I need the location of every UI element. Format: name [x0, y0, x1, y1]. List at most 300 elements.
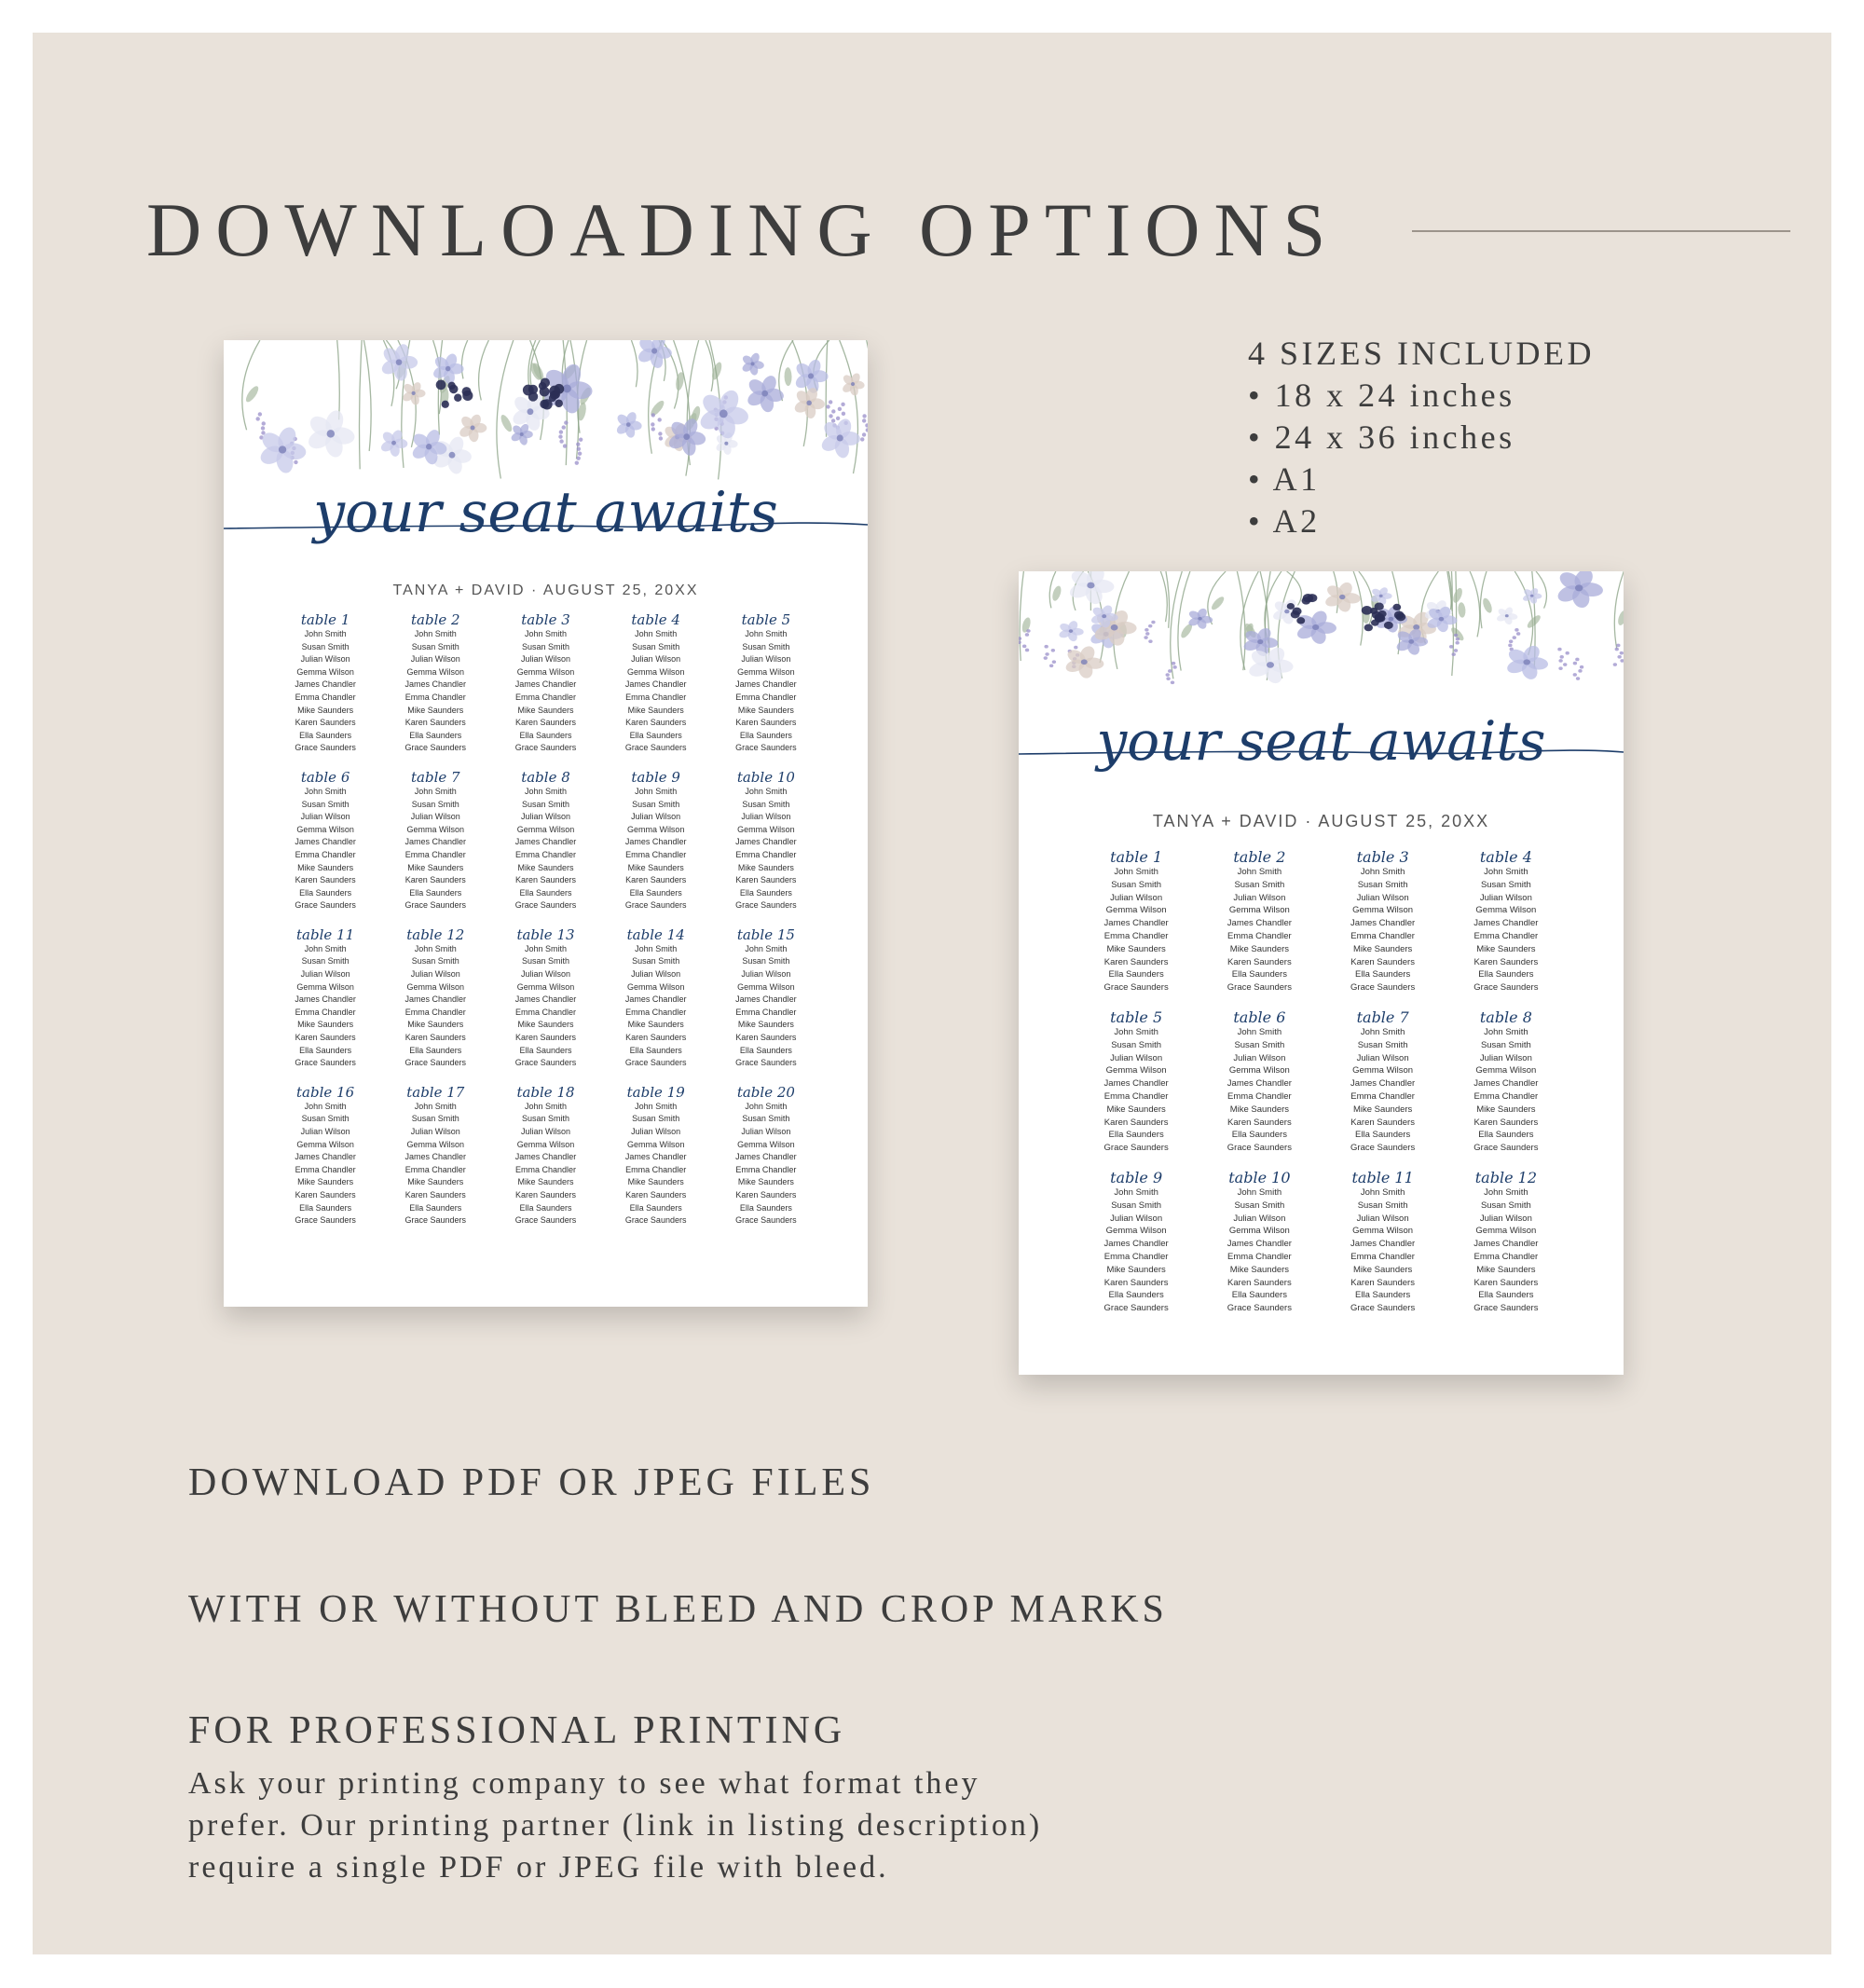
guest-name: Mike Saunders: [1476, 1264, 1536, 1275]
guest-name: Susan Smith: [742, 799, 790, 809]
guest-name: Emma Chandler: [1350, 930, 1415, 941]
guest-name: John Smith: [1484, 1026, 1528, 1037]
seating-table: [1322, 849, 1445, 994]
guest-name: Julian Wilson: [1356, 1052, 1409, 1063]
guest-name: John Smith: [414, 1101, 457, 1111]
guest-name: Julian Wilson: [1233, 1052, 1286, 1063]
guest-name: Karen Saunders: [404, 718, 466, 728]
page-title: DOWNLOADING OPTIONS: [146, 187, 1340, 272]
seating-table: [1198, 1170, 1321, 1315]
guest-name: James Chandler: [1103, 918, 1169, 929]
guest-name: Gemma Wilson: [296, 666, 354, 677]
guest-name: Julian Wilson: [410, 812, 460, 822]
table-heading: table 17: [406, 1083, 465, 1101]
guest-name: James Chandler: [735, 1152, 797, 1162]
guest-name: Gemma Wilson: [516, 824, 575, 834]
guest-name: Ella Saunders: [1231, 1130, 1287, 1141]
guest-name: Julian Wilson: [300, 654, 350, 665]
guest-name: Ella Saunders: [299, 730, 352, 740]
table-heading: table 11: [296, 925, 355, 943]
guest-name: James Chandler: [514, 994, 577, 1005]
guest-name: Grace Saunders: [1350, 1303, 1416, 1314]
guest-name: Grace Saunders: [404, 900, 467, 911]
guest-name: Susan Smith: [1234, 1039, 1285, 1050]
guest-name: John Smith: [1237, 1026, 1282, 1037]
tables-grid: [1075, 849, 1568, 1315]
guest-name: Ella Saunders: [299, 1045, 352, 1055]
guest-name: James Chandler: [624, 679, 687, 690]
guest-name: Susan Smith: [1357, 879, 1408, 890]
table-heading: table 8: [1479, 1008, 1532, 1026]
guest-name: Ella Saunders: [739, 1202, 792, 1213]
guest-name: Ella Saunders: [1231, 969, 1287, 980]
guest-name: Emma Chandler: [625, 849, 687, 859]
guest-name: Susan Smith: [1357, 1039, 1408, 1050]
guest-name: Susan Smith: [632, 799, 680, 809]
guest-name: James Chandler: [1227, 1078, 1292, 1090]
guest-name: Gemma Wilson: [626, 666, 685, 677]
seating-table: [1445, 1009, 1568, 1155]
guest-name: Ella Saunders: [1478, 969, 1534, 980]
table-heading: table 7: [1356, 1008, 1409, 1026]
guest-name: Ella Saunders: [1355, 969, 1411, 980]
guest-name: Grace Saunders: [1350, 982, 1416, 994]
guest-name: Mike Saunders: [1352, 943, 1413, 954]
table-heading: table 4: [631, 611, 680, 628]
guest-name: Susan Smith: [521, 956, 569, 967]
guest-name: Emma Chandler: [404, 1007, 466, 1017]
guest-name: Gemma Wilson: [1228, 1226, 1290, 1237]
guest-name: Grace Saunders: [1103, 1143, 1169, 1154]
guest-name: James Chandler: [404, 994, 467, 1005]
guest-name: Susan Smith: [521, 641, 569, 651]
guest-name: Karen Saunders: [625, 718, 687, 728]
guest-name: Emma Chandler: [1103, 1090, 1169, 1102]
guest-name: Susan Smith: [301, 799, 350, 809]
guest-name: Susan Smith: [742, 641, 790, 651]
tables-grid: [270, 612, 821, 1227]
table-heading: table 10: [1228, 1168, 1291, 1186]
guest-name: Karen Saunders: [625, 1033, 687, 1043]
table-heading: table 15: [736, 925, 795, 943]
guest-name: Julian Wilson: [741, 654, 791, 665]
guest-name: Grace Saunders: [295, 1058, 356, 1068]
guest-name: Julian Wilson: [741, 812, 791, 822]
guest-name: Ella Saunders: [409, 730, 462, 740]
guest-name: Karen Saunders: [1227, 1117, 1292, 1128]
guest-name: Susan Smith: [1111, 1039, 1162, 1050]
guest-name: John Smith: [304, 943, 347, 953]
professional-printing-heading: FOR PROFESSIONAL PRINTING: [188, 1709, 846, 1752]
seating-table: [490, 770, 600, 912]
table-heading: table 1: [300, 611, 350, 628]
guest-name: Ella Saunders: [409, 1045, 462, 1055]
guest-name: Karen Saunders: [1227, 1277, 1292, 1288]
table-heading: table 16: [296, 1083, 355, 1101]
seating-table: [1322, 1009, 1445, 1155]
guest-name: Grace Saunders: [514, 743, 577, 753]
title-divider: [1412, 230, 1790, 232]
guest-name: Karen Saunders: [625, 1189, 687, 1200]
guest-name: Ella Saunders: [519, 887, 572, 898]
guest-name: Gemma Wilson: [406, 1139, 465, 1149]
table-heading: table 4: [1479, 848, 1532, 866]
guest-name: Emma Chandler: [1227, 930, 1292, 941]
seating-table: [1198, 1009, 1321, 1155]
guest-name: Julian Wilson: [300, 969, 350, 980]
guest-name: John Smith: [414, 629, 457, 638]
guest-name: James Chandler: [514, 679, 577, 690]
guest-name: Mike Saunders: [627, 705, 684, 715]
guest-name: Gemma Wilson: [1105, 1065, 1167, 1076]
guest-name: James Chandler: [1473, 1078, 1539, 1090]
seating-table: [270, 1085, 380, 1227]
guest-name: Mike Saunders: [737, 705, 794, 715]
bleed-options-heading: WITH OR WITHOUT BLEED AND CROP MARKS: [188, 1588, 1168, 1631]
guest-name: James Chandler: [1350, 1078, 1416, 1090]
seating-table: [1445, 1170, 1568, 1315]
sizes-title: 4 SIZES INCLUDED: [1248, 335, 1595, 372]
guest-name: Karen Saunders: [514, 718, 577, 728]
guest-name: James Chandler: [1350, 1239, 1416, 1250]
guest-name: Emma Chandler: [1350, 1090, 1415, 1102]
table-heading: table 18: [516, 1083, 575, 1101]
guest-name: Julian Wilson: [631, 654, 681, 665]
seating-table: [601, 612, 711, 755]
guest-name: Susan Smith: [411, 956, 459, 967]
guest-name: Emma Chandler: [514, 1164, 576, 1174]
seating-table: [1445, 849, 1568, 994]
guest-name: John Smith: [1360, 1026, 1405, 1037]
guest-name: John Smith: [1360, 1186, 1405, 1198]
table-heading: table 3: [1356, 848, 1409, 866]
guest-name: John Smith: [524, 629, 567, 638]
guest-name: Grace Saunders: [1103, 1303, 1169, 1314]
download-formats-heading: DOWNLOAD PDF OR JPEG FILES: [188, 1461, 875, 1504]
guest-name: Susan Smith: [632, 1114, 680, 1124]
guest-name: Emma Chandler: [295, 1164, 356, 1174]
guest-name: James Chandler: [1103, 1239, 1169, 1250]
guest-name: James Chandler: [1473, 918, 1539, 929]
guest-name: Mike Saunders: [1106, 1104, 1166, 1115]
printing-description: [188, 1762, 1042, 1888]
guest-name: Mike Saunders: [1106, 1264, 1166, 1275]
guest-name: James Chandler: [295, 994, 356, 1005]
guest-name: John Smith: [1484, 1186, 1528, 1198]
guest-name: Grace Saunders: [1473, 982, 1539, 994]
guest-name: Ella Saunders: [1355, 1290, 1411, 1301]
guest-name: Emma Chandler: [295, 692, 356, 702]
guest-name: Susan Smith: [742, 1114, 790, 1124]
guest-name: John Smith: [1114, 867, 1158, 877]
guest-name: John Smith: [635, 629, 678, 638]
guest-name: Gemma Wilson: [296, 824, 354, 834]
guest-name: John Smith: [635, 1101, 678, 1111]
guest-name: Mike Saunders: [1229, 1264, 1290, 1275]
guest-name: Karen Saunders: [1473, 1277, 1539, 1288]
guest-name: Karen Saunders: [404, 1189, 466, 1200]
guest-name: Ella Saunders: [629, 887, 682, 898]
guest-name: John Smith: [745, 1101, 788, 1111]
guest-name: Emma Chandler: [1103, 1251, 1169, 1262]
guest-name: Ella Saunders: [629, 730, 682, 740]
guest-name: Ella Saunders: [1478, 1290, 1534, 1301]
guest-name: Emma Chandler: [1227, 1251, 1292, 1262]
size-item: • A1: [1248, 460, 1321, 498]
table-heading: table 5: [1110, 1008, 1163, 1026]
guest-name: Julian Wilson: [1233, 892, 1286, 903]
page-background: [33, 33, 1831, 1954]
guest-name: Gemma Wilson: [516, 981, 575, 992]
guest-name: Julian Wilson: [300, 812, 350, 822]
guest-name: Susan Smith: [411, 799, 459, 809]
seating-table: [1075, 849, 1198, 994]
guest-name: Karen Saunders: [735, 1189, 797, 1200]
guest-name: Grace Saunders: [404, 743, 467, 753]
guest-name: John Smith: [635, 786, 678, 796]
table-heading: table 1: [1110, 848, 1163, 866]
guest-name: Grace Saunders: [624, 743, 687, 753]
guest-name: Julian Wilson: [520, 654, 570, 665]
couple-names-date: TANYA + DAVID · AUGUST 25, 20XX: [392, 583, 699, 598]
guest-name: James Chandler: [404, 837, 467, 847]
guest-name: Mike Saunders: [407, 862, 464, 872]
guest-name: Julian Wilson: [1110, 1052, 1163, 1063]
seating-table: [270, 770, 380, 912]
guest-name: Emma Chandler: [514, 1007, 576, 1017]
guest-name: Ella Saunders: [519, 1202, 572, 1213]
guest-name: Julian Wilson: [1356, 1213, 1409, 1224]
guest-name: Emma Chandler: [295, 849, 356, 859]
guest-name: Mike Saunders: [517, 1020, 574, 1030]
guest-name: Karen Saunders: [1473, 1117, 1539, 1128]
guest-name: Karen Saunders: [295, 718, 356, 728]
guest-name: Gemma Wilson: [1352, 1226, 1414, 1237]
guest-name: Grace Saunders: [295, 1215, 356, 1226]
guest-name: Emma Chandler: [1350, 1251, 1415, 1262]
guest-name: Julian Wilson: [410, 1127, 460, 1136]
guest-name: Emma Chandler: [735, 1007, 797, 1017]
guest-name: Mike Saunders: [297, 1020, 354, 1030]
guest-name: Grace Saunders: [735, 1215, 797, 1226]
guest-name: Mike Saunders: [737, 1177, 794, 1187]
guest-name: Karen Saunders: [1350, 956, 1415, 967]
guest-name: Grace Saunders: [1227, 1143, 1292, 1154]
guest-name: Mike Saunders: [517, 1177, 574, 1187]
table-heading: table 19: [626, 1083, 685, 1101]
guest-name: James Chandler: [1473, 1239, 1539, 1250]
guest-name: Gemma Wilson: [1105, 1226, 1167, 1237]
guest-name: Gemma Wilson: [626, 981, 685, 992]
guest-name: Gemma Wilson: [626, 1139, 685, 1149]
guest-name: Gemma Wilson: [737, 824, 795, 834]
description-line: Ask your printing company to see what format they: [188, 1766, 980, 1801]
seating-table: [601, 1085, 711, 1227]
guest-name: Mike Saunders: [407, 1177, 464, 1187]
guest-name: James Chandler: [624, 1152, 687, 1162]
floral-border-illustration: [1019, 571, 1624, 702]
table-heading: table 14: [626, 925, 685, 943]
guest-name: Grace Saunders: [514, 900, 577, 911]
guest-name: Mike Saunders: [407, 705, 464, 715]
guest-name: James Chandler: [1103, 1078, 1169, 1090]
guest-name: Mike Saunders: [517, 862, 574, 872]
table-heading: table 13: [516, 925, 575, 943]
guest-name: Gemma Wilson: [406, 824, 465, 834]
seating-chart-preview-large: [224, 340, 868, 1307]
guest-name: Karen Saunders: [1350, 1117, 1415, 1128]
table-heading: table 12: [406, 925, 465, 943]
table-heading: table 2: [411, 611, 460, 628]
card-script-title: your seat awaits: [1096, 709, 1546, 773]
guest-name: John Smith: [1237, 1186, 1282, 1198]
guest-name: Julian Wilson: [631, 969, 681, 980]
guest-name: Karen Saunders: [735, 718, 797, 728]
guest-name: John Smith: [745, 943, 788, 953]
guest-name: Gemma Wilson: [296, 1139, 354, 1149]
guest-name: Karen Saunders: [735, 875, 797, 885]
size-item: • A2: [1248, 502, 1321, 540]
guest-name: Susan Smith: [1111, 879, 1162, 890]
guest-name: Ella Saunders: [519, 730, 572, 740]
guest-name: Karen Saunders: [514, 1189, 577, 1200]
guest-name: Karen Saunders: [514, 875, 577, 885]
guest-name: Susan Smith: [1357, 1200, 1408, 1211]
guest-name: Grace Saunders: [624, 1058, 687, 1068]
guest-name: Grace Saunders: [735, 900, 797, 911]
floral-border-illustration: [224, 340, 868, 499]
guest-name: Julian Wilson: [1110, 1213, 1163, 1224]
guest-name: Emma Chandler: [1103, 930, 1169, 941]
guest-name: Gemma Wilson: [737, 666, 795, 677]
guest-name: Gemma Wilson: [516, 1139, 575, 1149]
guest-name: John Smith: [304, 629, 347, 638]
guest-name: Ella Saunders: [409, 887, 462, 898]
guest-name: Karen Saunders: [1103, 1117, 1169, 1128]
guest-name: Grace Saunders: [295, 743, 356, 753]
seating-table: [1075, 1170, 1198, 1315]
guest-name: Grace Saunders: [735, 743, 797, 753]
guest-name: Grace Saunders: [1227, 1303, 1292, 1314]
couple-names-date: TANYA + DAVID · AUGUST 25, 20XX: [1152, 812, 1490, 830]
table-heading: table 6: [1233, 1008, 1286, 1026]
seating-table: [1075, 1009, 1198, 1155]
guest-name: Karen Saunders: [1103, 956, 1169, 967]
seating-chart-preview-small: [1019, 571, 1624, 1375]
guest-name: James Chandler: [624, 837, 687, 847]
seating-table: [1322, 1170, 1445, 1315]
sizes-list: [1248, 333, 1595, 542]
guest-name: Susan Smith: [742, 956, 790, 967]
guest-name: John Smith: [304, 1101, 347, 1111]
guest-name: Ella Saunders: [519, 1045, 572, 1055]
table-heading: table 6: [300, 768, 350, 786]
guest-name: Grace Saunders: [295, 900, 356, 911]
guest-name: Mike Saunders: [1476, 943, 1536, 954]
guest-name: Ella Saunders: [299, 1202, 352, 1213]
seating-table: [711, 770, 821, 912]
guest-name: James Chandler: [735, 837, 797, 847]
guest-name: Susan Smith: [301, 641, 350, 651]
table-heading: table 10: [736, 768, 795, 786]
guest-name: Ella Saunders: [629, 1045, 682, 1055]
guest-name: Julian Wilson: [300, 1127, 350, 1136]
seating-table: [270, 612, 380, 755]
table-heading: table 9: [1110, 1168, 1163, 1186]
seating-table: [490, 927, 600, 1070]
guest-name: John Smith: [414, 786, 457, 796]
guest-name: Emma Chandler: [735, 692, 797, 702]
guest-name: Susan Smith: [521, 799, 569, 809]
guest-name: Grace Saunders: [1473, 1303, 1539, 1314]
guest-name: Gemma Wilson: [1228, 905, 1290, 916]
card-script-title: your seat awaits: [313, 480, 778, 545]
guest-name: Karen Saunders: [404, 1033, 466, 1043]
size-item: • 18 x 24 inches: [1248, 377, 1515, 414]
guest-name: Ella Saunders: [1478, 1130, 1534, 1141]
guest-name: Julian Wilson: [741, 1127, 791, 1136]
guest-name: Grace Saunders: [624, 900, 687, 911]
guest-name: Julian Wilson: [410, 654, 460, 665]
guest-name: Ella Saunders: [629, 1202, 682, 1213]
size-item: • 24 x 36 inches: [1248, 418, 1515, 456]
guest-name: Susan Smith: [1480, 1200, 1531, 1211]
guest-name: Gemma Wilson: [737, 1139, 795, 1149]
guest-name: Grace Saunders: [404, 1215, 467, 1226]
guest-name: John Smith: [524, 1101, 567, 1111]
guest-name: Emma Chandler: [735, 849, 797, 859]
table-heading: table 5: [741, 611, 791, 628]
guest-name: Grace Saunders: [1350, 1143, 1416, 1154]
guest-name: Mike Saunders: [737, 1020, 794, 1030]
guest-name: Karen Saunders: [1473, 956, 1539, 967]
seating-table: [601, 927, 711, 1070]
guest-name: Gemma Wilson: [1352, 905, 1414, 916]
table-heading: table 11: [1351, 1168, 1414, 1186]
guest-name: Susan Smith: [1480, 879, 1531, 890]
guest-name: Ella Saunders: [739, 887, 792, 898]
guest-name: Karen Saunders: [625, 875, 687, 885]
guest-name: Karen Saunders: [1350, 1277, 1415, 1288]
guest-name: Emma Chandler: [735, 1164, 797, 1174]
guest-name: Grace Saunders: [1227, 982, 1292, 994]
guest-name: Julian Wilson: [410, 969, 460, 980]
guest-name: Julian Wilson: [520, 812, 570, 822]
guest-name: Emma Chandler: [625, 1164, 687, 1174]
guest-name: Ella Saunders: [1108, 1290, 1164, 1301]
guest-name: John Smith: [414, 943, 457, 953]
guest-name: Mike Saunders: [517, 705, 574, 715]
seating-table: [380, 612, 490, 755]
guest-name: James Chandler: [624, 994, 687, 1005]
guest-name: Emma Chandler: [625, 1007, 687, 1017]
guest-name: Julian Wilson: [1356, 892, 1409, 903]
guest-name: Mike Saunders: [297, 705, 354, 715]
guest-name: Susan Smith: [632, 956, 680, 967]
guest-name: James Chandler: [514, 1152, 577, 1162]
guest-name: Ella Saunders: [739, 1045, 792, 1055]
guest-name: Julian Wilson: [741, 969, 791, 980]
guest-name: Ella Saunders: [299, 887, 352, 898]
guest-name: Gemma Wilson: [1352, 1065, 1414, 1076]
guest-name: Julian Wilson: [520, 969, 570, 980]
guest-name: Gemma Wilson: [1228, 1065, 1290, 1076]
guest-name: Gemma Wilson: [1475, 905, 1537, 916]
guest-name: John Smith: [304, 786, 347, 796]
table-heading: table 20: [736, 1083, 795, 1101]
guest-name: John Smith: [745, 786, 788, 796]
guest-name: Susan Smith: [301, 1114, 350, 1124]
